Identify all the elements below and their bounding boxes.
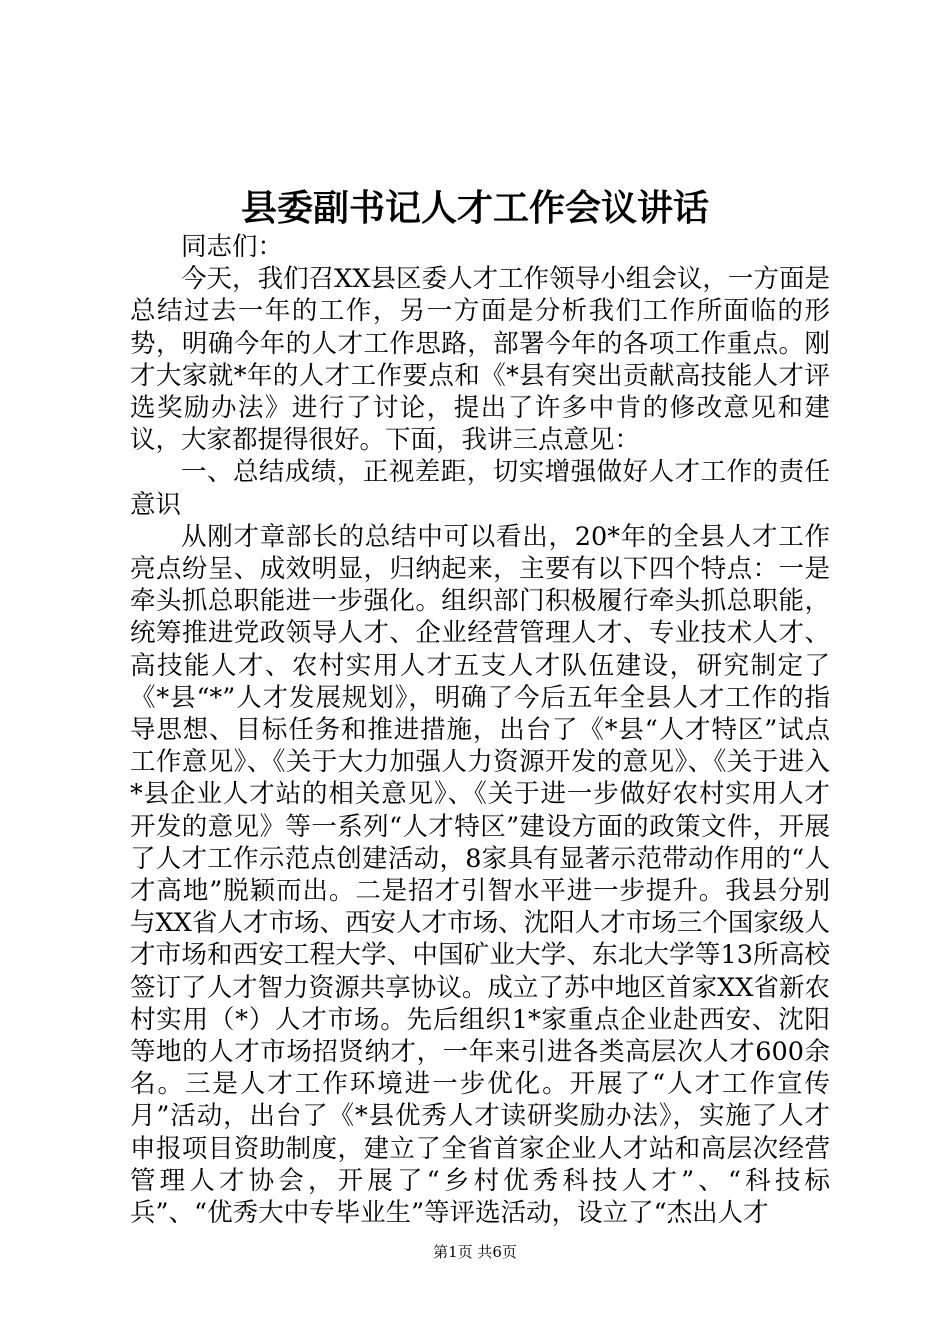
salutation-paragraph: 同志们： (181, 232, 284, 262)
section-heading-paragraph: 一、总结成绩，正视差距，切实增强做好人才工作的责任意识 (130, 457, 830, 520)
opening-paragraph: 今天，我们召XX县区委人才工作领导小组会议，一方面是总结过去一年的工作，另一方面是分析我们工作所面临的形势，明确今年的人才工作思路，部署今年的各项工作重点。刚才大家就*年的人才工作要点和《*县有突出贡献高技能人才评选奖励办法》进行了讨论，提出了许多中肯的修改意见和建议，大家都提得很好。下面，我讲三点意见： (130, 264, 830, 456)
summary-paragraph: 从刚才章部长的总结中可以看出，20*年的全县人才工作亮点纷呈、成效明显，归纳起来，主要有以下四个特点：一是牵头抓总职能进一步强化。组织部门积极履行牵头抓总职能，统筹推进党政领导人才、企业经营管理人才、专业技术人才、高技能人才、农村实用人才五支人才队伍建设，研究制定了《*县“*”人才发展规划》，明确了今后五年全县人才工作的指导思想、目标任务和推进措施，出台了《*县“人才特区”试点工作意见》、《关于大力加强人力资源开发的意见》、《关于进入*县企业人才站的相关意见》、《关于进一步做好农村实用人才开发的意见》等一系列“人才特区”建设方面的政策文件，开展了人才工作示范点创建活动，8家具有显著示范带动作用的“人才高地”脱颖而出。二是招才引智水平进一步提升。我县分别与XX省人才市场、西安人才市场、沈阳人才市场三个国家级人才市场和西安工程大学、中国矿业大学、东北大学等13所高校签订了人才智力资源共享协议。成立了苏中地区首家XX省新农村实用（*）人才市场。先后组织1*家重点企业赴西安、沈阳等地的人才市场招贤纳才，一年来引进各类高层次人才600余名。三是人才工作环境进一步优化。开展了“人才工作宣传月”活动，出台了《*县优秀人才读研奖励办法》，实施了人才申报项目资助制度，建立了全省首家企业人才站和高层次经营管理人才协会，开展了“乡村优秀科技人才”、“科技标兵”、“优秀大中专毕业生”等评选活动，设立了“杰出人才 (130, 521, 830, 1229)
page-number-footer: 第1页 共6页 (433, 1243, 517, 1261)
document-body (130, 231, 830, 1229)
document-title: 县委副书记人才工作会议讲话 (240, 187, 709, 229)
